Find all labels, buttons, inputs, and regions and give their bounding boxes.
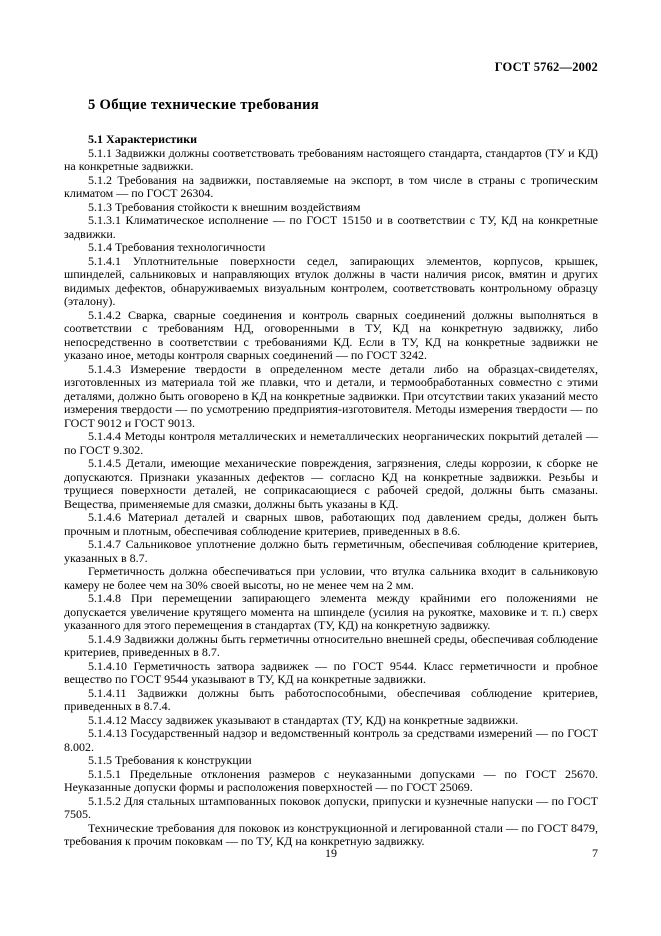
paragraph: 5.1.4.2 Сварка, сварные соединения и контроль сварных соединений должны выполняться в соответствии с требованиям НД, оговоренными в ТУ, КД на конкретную задвижку, либо непосредственно в соответствии с требованиями КД. Если в ТУ, КД на конкретные задвижки не указано иное, методы контроля сварных соединений — по ГОСТ 3242.	[64, 307, 598, 362]
paragraph: 5.1.4.5 Детали, имеющие механические повреждения, загрязнения, следы коррозии, к сборке не допускаются. Признаки указанных дефектов — согласно КД на конкретные задвижки. Резьбы и трущиеся поверхности деталей, не соприкасающиеся с рабочей средой, должны быть смазаны. Вещества, применяемые для смазки, должны быть указаны в КД.	[64, 456, 598, 511]
document-body	[64, 147, 598, 849]
subsection-heading: 5.1 Характеристики	[88, 132, 198, 146]
page-footer	[64, 847, 598, 861]
sheet-number: 19	[325, 846, 337, 860]
document-content	[64, 61, 598, 849]
paragraph: 5.1.3 Требования стойкости к внешним воздействиям	[88, 199, 361, 214]
paragraph: 5.1.5 Требования к конструкции	[88, 753, 252, 767]
paragraph: 5.1.4.8 При перемещении запирающего элемента между крайними его положениями не допускается увеличение крутящего момента на шпинделе (усилия на рукоятке, маховике и т. п.) сверх указанного для этого перемещения в стандартах (ТУ, КД) на конкретную задвижку.	[64, 591, 598, 632]
page-number: 7	[592, 846, 598, 860]
paragraph: 5.1.4.4 Методы контроля металлических и неметаллических неорганических покрытий деталей — по ГОСТ 9.302.	[64, 429, 598, 457]
paragraph: 5.1.2 Требования на задвижки, поставляемые на экспорт, в том числе в страны с тропическим климатом — по ГОСТ 26304.	[64, 172, 598, 200]
paragraph: 5.1.3.1 Климатическое исполнение — по ГОСТ 15150 и в соответствии с ТУ, КД на конкретные задвижки.	[64, 213, 598, 241]
paragraph: 5.1.4.9 Задвижки должны быть герметичны относительно внешней среды, обеспечивая соблюдение критериев, приведенных в 8.7.	[64, 631, 598, 659]
paragraph: 5.1.4.1 Уплотнительные поверхности седел, запирающих элементов, корпусов, крышек, шпинделей, сальниковых и направляющих втулок должны в части наличия рисок, вмятин и других видимых дефектов, обнаруживаемых визуальным контролем, соответствовать контрольному образцу (эталону).	[64, 253, 598, 308]
paragraph: Технические требования для поковок из конструкционной и легированной стали — по ГОСТ 8479, требования к прочим поковкам — по ТУ, КД на конкретную задвижку.	[64, 820, 598, 848]
paragraph: 5.1.4.7 Сальниковое уплотнение должно быть герметичным, обеспечивая соблюдение критериев, указанных в 8.7.	[64, 537, 598, 565]
standard-designation: ГОСТ 5762—2002	[494, 60, 598, 74]
paragraph: 5.1.5.2 Для стальных штампованных поковок допуски, припуски и кузнечные напуски — по ГОСТ 7505.	[64, 793, 598, 821]
paragraph: 5.1.4.10 Герметичность затвора задвижек — по ГОСТ 9544. Класс герметичности и пробное вещество по ГОСТ 9544 указывают в ТУ, КД на конкретные задвижки.	[64, 658, 598, 686]
paragraph: 5.1.4 Требования технологичности	[88, 240, 266, 254]
paragraph: 5.1.4.3 Измерение твердости в определенном месте детали либо на образцах-свидетелях, изготовленных из материала той же плавки, что и детали, и термообработанных совместно с этими деталями, должно быть оговорено в КД на конкретные задвижки. При отсутствии таких указаний место измерения твердости — по усмотрению предприятия-изготовителя. Методы измерения твердости — по ГОСТ 9012 и ГОСТ 9013.	[64, 361, 598, 430]
paragraph: 5.1.4.12 Массу задвижек указывают в стандартах (ТУ, КД) на конкретные задвижки.	[88, 712, 519, 727]
section-heading: 5 Общие технические требования	[88, 97, 320, 113]
paragraph: Герметичность должна обеспечиваться при условии, что втулка сальника входит в сальниковую камеру не более чем на 30% своей высоты, но не менее чем на 2 мм.	[64, 564, 598, 592]
paragraph: 5.1.4.13 Государственный надзор и ведомственный контроль за средствами измерений — по ГОСТ 8.002.	[64, 726, 598, 754]
paragraph: 5.1.1 Задвижки должны соответствовать требованиям настоящего стандарта, стандартов (ТУ и КД) на конкретные задвижки.	[64, 145, 598, 173]
paragraph: 5.1.4.6 Материал деталей и сварных швов, работающих под давлением среды, должен быть прочным и плотным, обеспечивая соблюдение критериев, приведенных в 8.6.	[64, 510, 598, 538]
paragraph: 5.1.4.11 Задвижки должны быть работоспособными, обеспечивая соблюдение критериев, приведенных в 8.7.4.	[64, 685, 598, 713]
paragraph: 5.1.5.1 Предельные отклонения размеров с неуказанными допусками — по ГОСТ 25670. Неуказанные допуски формы и расположения поверхностей — по ГОСТ 25069.	[64, 766, 598, 794]
